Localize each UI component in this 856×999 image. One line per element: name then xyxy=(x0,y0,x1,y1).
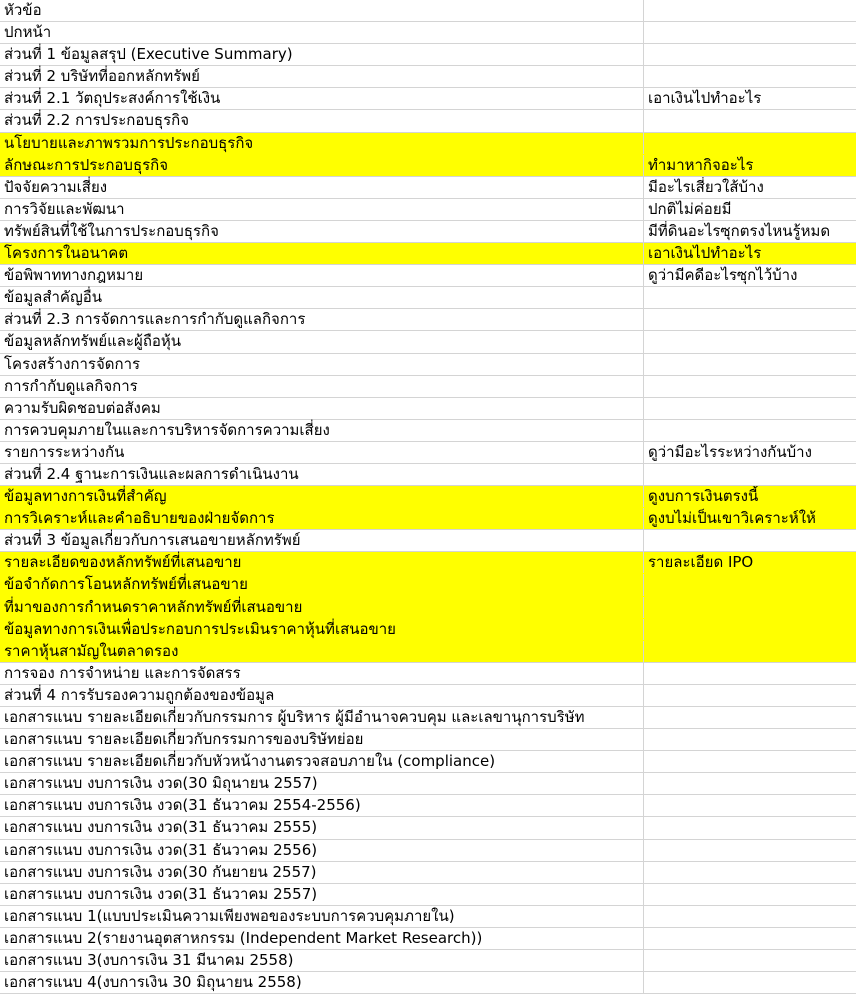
table-row xyxy=(0,685,856,707)
cell-note[interactable] xyxy=(644,398,856,419)
table-row xyxy=(0,22,856,44)
cell-topic[interactable]: เอกสารแนบ งบการเงิน งวด(31 ธันวาคม 2555) xyxy=(0,817,644,838)
table-row xyxy=(0,287,856,309)
cell-topic[interactable]: ส่วนที่ 2.2 การประกอบธุรกิจ xyxy=(0,110,644,131)
table-row xyxy=(0,331,856,353)
cell-note[interactable]: ปกติไม่ค่อยมี xyxy=(648,199,732,218)
cell-note[interactable] xyxy=(644,641,856,662)
cell-topic[interactable]: เอกสารแนบ รายละเอียดเกี่ยวกับกรรมการของบริษัทย่อย xyxy=(0,729,644,750)
cell-note[interactable] xyxy=(644,354,856,375)
cell-note[interactable]: มีที่ดินอะไรซุกตรงไหนรู้หมด xyxy=(648,221,831,240)
cell-note[interactable] xyxy=(644,597,856,618)
table-row xyxy=(0,442,856,464)
table-row xyxy=(0,354,856,376)
cell-note[interactable]: เอาเงินไปทำอะไร xyxy=(648,244,762,263)
cell-note[interactable]: ดูงบไม่เป็นเขาวิเคราะห์ให้ xyxy=(648,509,816,528)
cell-note[interactable] xyxy=(644,420,856,441)
cell-topic[interactable]: ส่วนที่ 2 บริษัทที่ออกหลักทรัพย์ xyxy=(0,66,644,87)
table-row xyxy=(0,950,856,972)
table-row xyxy=(0,530,856,552)
table-row xyxy=(0,243,856,265)
table-row xyxy=(0,906,856,928)
cell-note[interactable] xyxy=(644,972,856,993)
cell-note[interactable] xyxy=(644,884,856,905)
table-row xyxy=(0,110,856,132)
cell-note[interactable] xyxy=(644,950,856,971)
cell-topic[interactable]: ราคาหุ้นสามัญในตลาดรอง xyxy=(0,641,644,662)
cell-note[interactable] xyxy=(644,795,856,816)
table-row xyxy=(0,928,856,950)
cell-topic[interactable]: เอกสารแนบ 1(แบบประเมินความเพียงพอของระบบการควบคุมภายใน) xyxy=(0,906,644,927)
cell-topic[interactable]: ทรัพย์สินที่ใช้ในการประกอบธุรกิจ xyxy=(0,221,644,242)
table-row xyxy=(0,795,856,817)
cell-topic[interactable]: เอกสารแนบ งบการเงิน งวด(30 มิถุนายน 2557) xyxy=(0,773,644,794)
cell-note[interactable] xyxy=(644,906,856,927)
table-row xyxy=(0,133,856,155)
cell-note[interactable] xyxy=(644,22,856,43)
cell-topic[interactable]: เอกสารแนบ 3(งบการเงิน 31 มีนาคม 2558) xyxy=(0,950,644,971)
table-row xyxy=(0,884,856,906)
cell-note[interactable] xyxy=(644,840,856,861)
cell-topic[interactable]: ส่วนที่ 2.4 ฐานะการเงินและผลการดำเนินงาน xyxy=(0,464,644,485)
cell-topic[interactable]: เอกสารแนบ งบการเงิน งวด(31 ธันวาคม 2554-2556) xyxy=(0,795,644,816)
cell-note[interactable] xyxy=(644,376,856,397)
cell-topic[interactable]: เอกสารแนบ งบการเงิน งวด(31 ธันวาคม 2556) xyxy=(0,840,644,861)
cell-topic[interactable]: ข้อมูลทางการเงินที่สำคัญ xyxy=(0,486,644,507)
cell-topic[interactable]: เอกสารแนบ งบการเงิน งวด(30 กันยายน 2557) xyxy=(0,862,644,883)
cell-note[interactable] xyxy=(644,44,856,65)
cell-topic[interactable]: หัวข้อ xyxy=(0,0,644,21)
cell-topic[interactable]: เอกสารแนบ 4(งบการเงิน 30 มิถุนายน 2558) xyxy=(0,972,644,993)
cell-note[interactable] xyxy=(644,685,856,706)
table-row xyxy=(0,552,856,574)
cell-note[interactable] xyxy=(644,928,856,949)
cell-topic[interactable]: ข้อมูลสำคัญอื่น xyxy=(0,287,644,308)
cell-note[interactable]: ทำมาหากิจอะไร xyxy=(648,155,754,174)
table-row xyxy=(0,376,856,398)
cell-topic[interactable]: เอกสารแนบ รายละเอียดเกี่ยวกับกรรมการ ผู้บริหาร ผู้มีอำนาจควบคุม และเลขานุการบริษัท xyxy=(0,707,644,728)
table-row xyxy=(0,773,856,795)
cell-note[interactable]: ดูงบการเงินตรงนี้ xyxy=(648,487,759,506)
cell-topic[interactable]: เอกสารแนบ งบการเงิน งวด(31 ธันวาคม 2557) xyxy=(0,884,644,905)
table-row xyxy=(0,619,856,641)
table-row xyxy=(0,751,856,773)
table-row xyxy=(0,707,856,729)
cell-note[interactable]: เอาเงินไปทำอะไร xyxy=(648,89,762,108)
cell-note[interactable] xyxy=(644,751,856,772)
table-row xyxy=(0,817,856,839)
cell-note[interactable] xyxy=(644,287,856,308)
cell-note[interactable]: ดูว่ามีคดีอะไรซุกไว้บ้าง xyxy=(648,266,798,285)
cell-topic[interactable]: ส่วนที่ 3 ข้อมูลเกี่ยวกับการเสนอขายหลักทรัพย์ xyxy=(0,530,644,551)
table-row xyxy=(0,486,856,508)
table-row xyxy=(0,177,856,199)
table-row xyxy=(0,729,856,751)
cell-topic[interactable]: ข้อมูลทางการเงินเพื่อประกอบการประเมินราคาหุ้นที่เสนอขาย xyxy=(0,619,644,640)
cell-topic[interactable]: ที่มาของการกำหนดราคาหลักทรัพย์ที่เสนอขาย xyxy=(0,597,644,618)
cell-note[interactable] xyxy=(644,66,856,87)
cell-note[interactable] xyxy=(644,133,856,154)
cell-topic[interactable]: ส่วนที่ 2.3 การจัดการและการกำกับดูแลกิจการ xyxy=(0,309,644,330)
cell-topic[interactable]: การกำกับดูแลกิจการ xyxy=(0,376,644,397)
cell-topic[interactable]: เอกสารแนบ รายละเอียดเกี่ยวกับหัวหน้างานตรวจสอบภายใน (compliance) xyxy=(0,751,644,772)
cell-note[interactable] xyxy=(644,817,856,838)
table-row xyxy=(0,66,856,88)
table-row xyxy=(0,199,856,221)
cell-note[interactable] xyxy=(644,530,856,551)
cell-topic[interactable]: ส่วนที่ 1 ข้อมูลสรุป (Executive Summary) xyxy=(0,44,644,65)
table-row xyxy=(0,0,856,22)
cell-topic[interactable]: การวิจัยและพัฒนา xyxy=(0,199,644,220)
cell-topic[interactable]: ข้อพิพาททางกฎหมาย xyxy=(0,265,644,286)
cell-note[interactable] xyxy=(644,862,856,883)
cell-topic[interactable]: ข้อจำกัดการโอนหลักทรัพย์ที่เสนอขาย xyxy=(0,574,644,595)
table-row xyxy=(0,840,856,862)
table-row xyxy=(0,464,856,486)
cell-note[interactable] xyxy=(644,707,856,728)
cell-topic[interactable]: ส่วนที่ 4 การรับรองความถูกต้องของข้อมูล xyxy=(0,685,644,706)
cell-topic[interactable]: การควบคุมภายในและการบริหารจัดการความเสี่ยง xyxy=(0,420,644,441)
table-row xyxy=(0,44,856,66)
cell-topic[interactable]: รายละเอียดของหลักทรัพย์ที่เสนอขาย xyxy=(0,552,644,573)
cell-topic[interactable]: ลักษณะการประกอบธุรกิจ xyxy=(0,155,644,176)
cell-note[interactable] xyxy=(644,574,856,595)
table-row xyxy=(0,265,856,287)
cell-topic[interactable]: การวิเคราะห์และคำอธิบายของฝ่ายจัดการ xyxy=(0,508,644,529)
table-row xyxy=(0,972,856,994)
cell-topic[interactable]: การจอง การจำหน่าย และการจัดสรร xyxy=(0,663,644,684)
table-row xyxy=(0,420,856,442)
cell-topic[interactable]: ข้อมูลหลักทรัพย์และผู้ถือหุ้น xyxy=(0,331,644,352)
cell-topic[interactable]: โครงการในอนาคต xyxy=(0,243,644,264)
table-row xyxy=(0,398,856,420)
cell-note[interactable] xyxy=(644,0,856,21)
cell-note[interactable] xyxy=(644,464,856,485)
table-row xyxy=(0,862,856,884)
table-row xyxy=(0,155,856,177)
table-row xyxy=(0,309,856,331)
table-row xyxy=(0,508,856,530)
table-row xyxy=(0,663,856,685)
cell-note[interactable]: ดูว่ามีอะไรระหว่างกันบ้าง xyxy=(648,442,812,461)
cell-note[interactable] xyxy=(644,331,856,352)
cell-topic[interactable]: รายการระหว่างกัน xyxy=(0,442,644,463)
table-row xyxy=(0,597,856,619)
table-row xyxy=(0,574,856,596)
cell-topic[interactable]: ปกหน้า xyxy=(0,22,644,43)
cell-topic[interactable]: ส่วนที่ 2.1 วัตถุประสงค์การใช้เงิน xyxy=(0,88,644,109)
cell-note[interactable] xyxy=(644,110,856,131)
cell-note[interactable] xyxy=(644,619,856,640)
cell-topic[interactable]: เอกสารแนบ 2(รายงานอุตสาหกรรม (Independent Market Research)) xyxy=(0,928,644,949)
cell-note[interactable] xyxy=(644,663,856,684)
cell-topic[interactable]: นโยบายและภาพรวมการประกอบธุรกิจ xyxy=(0,133,644,154)
table-row xyxy=(0,221,856,243)
table-row xyxy=(0,88,856,110)
cell-topic[interactable]: โครงสร้างการจัดการ xyxy=(0,354,644,375)
cell-note[interactable] xyxy=(644,773,856,794)
table-row xyxy=(0,641,856,663)
cell-note[interactable]: มีอะไรเสี่ยวใส้บ้าง xyxy=(648,177,764,196)
cell-note[interactable] xyxy=(644,729,856,750)
cell-topic[interactable]: ความรับผิดชอบต่อสังคม xyxy=(0,398,644,419)
cell-topic[interactable]: ปัจจัยความเสี่ยง xyxy=(0,177,644,198)
cell-note[interactable]: รายละเอียด IPO xyxy=(648,553,754,572)
cell-note[interactable] xyxy=(644,309,856,330)
